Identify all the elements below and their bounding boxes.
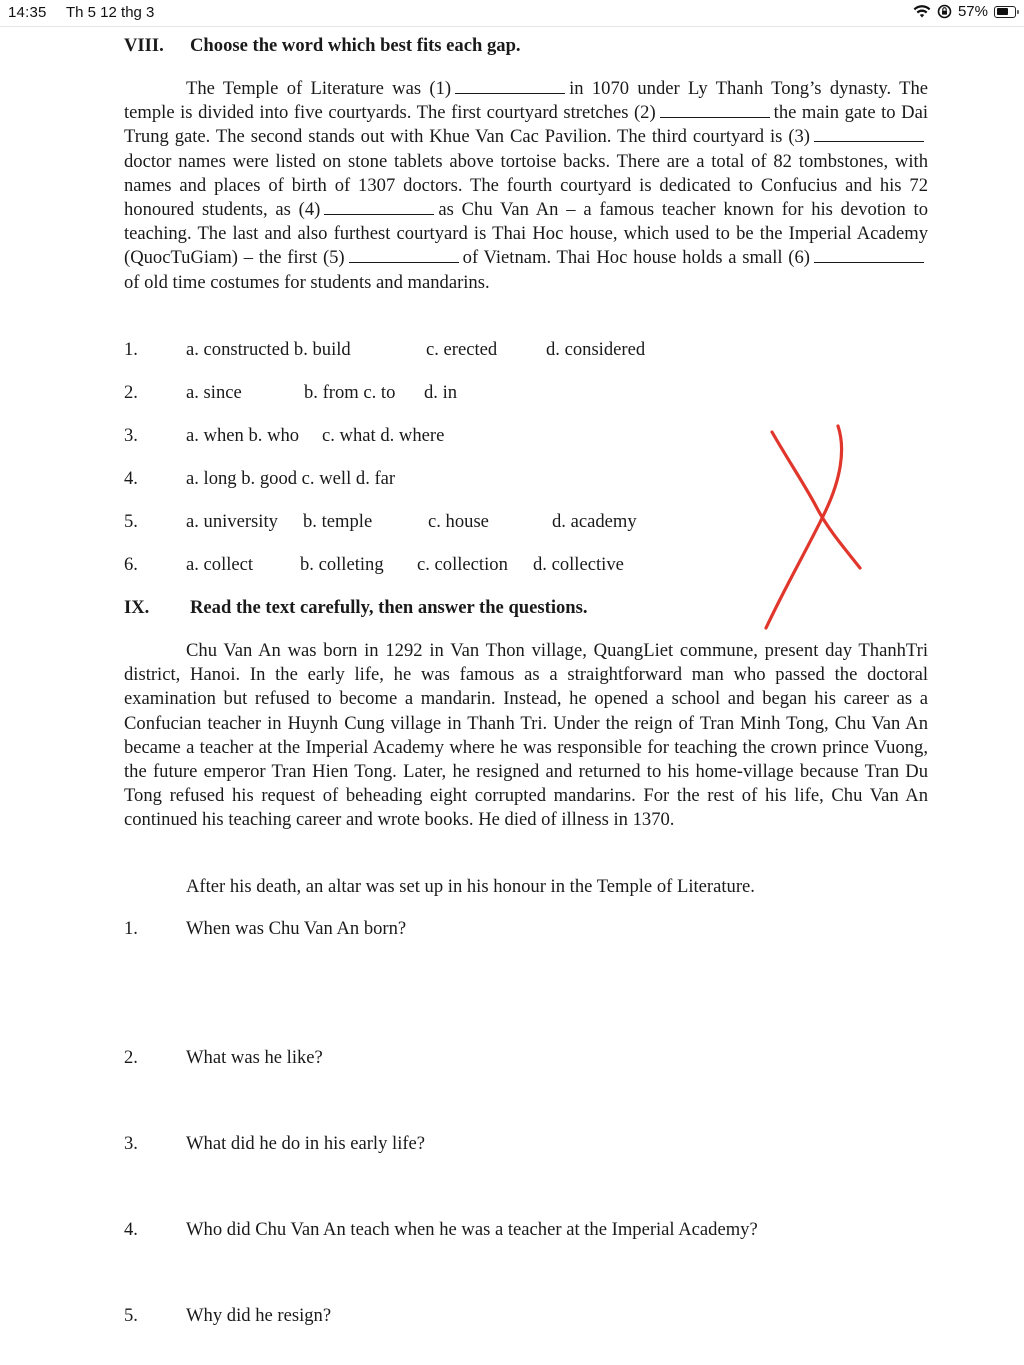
status-date: Th 5 12 thg 3 (66, 4, 155, 21)
option-choice[interactable]: b. colleting (300, 554, 384, 575)
gap-6-blank[interactable] (814, 248, 924, 263)
option-number: 2. (124, 382, 138, 403)
option-choice[interactable]: c. collection (417, 554, 508, 575)
section-title: Choose the word which best fits each gap. (190, 35, 521, 56)
status-bar (0, 0, 1024, 26)
question-text: What was he like? (186, 1047, 323, 1068)
gap-fill-passage: The Temple of Literature was (1) in 1070 under Ly Thanh Tong’s dynasty. The temple is divided into five courtyards. The first courtyard stretches (2) the main gate to Dai Trung gate. The second stands out with Khue Van Cac Pavilion. The third courtyard is (3)doctor names were listed on stone tablets above tortoise backs. There are a total of 82 tombstones, with names and places of birth of 1307 doctors. The fourth courtyard is dedicated to Confucius and his 72 honoured students, as (4) as Chu Van An – a famous teacher known for his devotion to teaching. The last and also furthest courtyard is Thai Hoc house, which used to be the Imperial Academy (QuocTuGiam) – the first (5) of Vietnam. Thai Hoc house holds a small (6)of old time costumes for students and mandarins. (124, 78, 928, 293)
section-viii-heading (124, 34, 928, 60)
question-number: 3. (124, 1133, 138, 1154)
question-number: 1. (124, 918, 138, 939)
option-number: 3. (124, 425, 138, 446)
battery-percentage: 57% (957, 3, 988, 20)
option-choice[interactable]: a. constructed b. build (186, 339, 351, 360)
option-choice[interactable]: d. collective (533, 554, 624, 575)
wifi-icon (913, 5, 931, 19)
status-indicators (913, 3, 1016, 20)
question-2 (124, 1046, 928, 1072)
gap-5-blank[interactable] (349, 248, 459, 263)
option-number: 5. (124, 511, 138, 532)
option-number: 4. (124, 468, 138, 489)
option-number: 1. (124, 339, 138, 360)
question-3 (124, 1132, 928, 1158)
option-choice[interactable]: a. collect (186, 554, 254, 575)
option-row-4 (124, 467, 824, 493)
question-text: When was Chu Van An born? (186, 918, 407, 939)
option-choice[interactable]: d. academy (552, 511, 637, 532)
section-ix-heading (124, 596, 928, 622)
option-row-1 (124, 338, 824, 364)
option-choice[interactable]: c. what d. where (322, 425, 445, 446)
gap-1-blank[interactable] (455, 79, 565, 94)
section-title: Read the text carefully, then answer the questions. (190, 597, 588, 618)
question-text: Why did he resign? (186, 1305, 332, 1326)
option-row-3 (124, 424, 824, 450)
question-number: 5. (124, 1305, 138, 1326)
reading-paragraph-1: Chu Van An was born in 1292 in Van Thon village, QuangLiet commune, present day ThanhTri district, Hanoi. In the early life, he was famous as a straightforward man who passed the doctoral examination but refused to become a mandarin. Instead, he opened a school and began his career as a Confucian teacher in Huynh Cung village in Thanh Tri. Under the reign of Tran Minh Tong, Chu Van An became a teacher at the Imperial Academy where he was responsible for teaching the crown prince Vuong, the future emperor Tran Hien Tong. Later, he resigned and returned to his home-village because Tran Du Tong refused his request of beheading eight corrupted mandarins. For the rest of his life, Chu Van An continued his teaching career and wrote books. He died of illness in 1370. (124, 640, 928, 831)
question-4 (124, 1218, 928, 1244)
option-choice[interactable]: b. from c. to (304, 382, 396, 403)
option-choice[interactable]: a. university (186, 511, 278, 532)
question-number: 4. (124, 1219, 138, 1240)
option-choice[interactable]: d. considered (546, 339, 646, 360)
option-choice[interactable]: a. since (186, 382, 242, 403)
option-choice[interactable]: d. in (424, 382, 458, 403)
question-5 (124, 1304, 928, 1330)
status-divider (0, 26, 1024, 27)
question-1 (124, 917, 928, 943)
gap-2-blank[interactable] (660, 103, 770, 118)
battery-icon (994, 6, 1016, 18)
question-number: 2. (124, 1047, 138, 1068)
option-choice[interactable]: c. erected (426, 339, 498, 360)
option-choice[interactable]: a. when b. who (186, 425, 300, 446)
option-choice[interactable]: b. temple (303, 511, 373, 532)
question-text: What did he do in his early life? (186, 1133, 426, 1154)
option-row-2 (124, 381, 824, 407)
gap-4-blank[interactable] (324, 200, 434, 215)
option-number: 6. (124, 554, 138, 575)
status-time: 14:35 (8, 4, 47, 21)
option-choice[interactable]: a. long b. good c. well d. far (186, 468, 396, 489)
section-number: IX. (124, 597, 150, 618)
screen-lock-icon (937, 4, 952, 19)
question-text: Who did Chu Van An teach when he was a teacher at the Imperial Academy? (186, 1219, 758, 1240)
option-choice[interactable]: c. house (428, 511, 489, 532)
option-row-6 (124, 553, 824, 579)
section-number: VIII. (124, 35, 164, 56)
reading-paragraph-2: After his death, an altar was set up in his honour in the Temple of Literature. (186, 876, 755, 897)
option-row-5 (124, 510, 824, 536)
gap-3-blank[interactable] (814, 127, 924, 142)
